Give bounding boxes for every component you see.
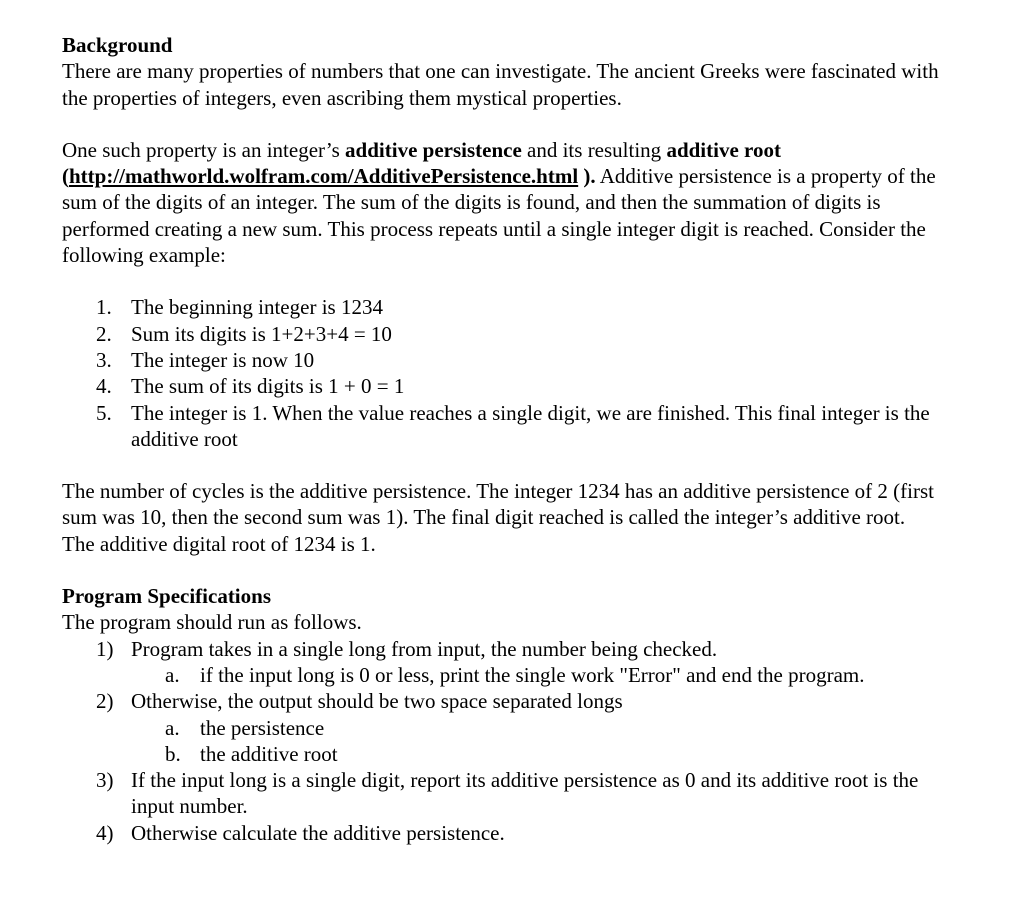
list-item: 3) If the input long is a single digit, report its additive persistence as 0 and its additive root is the input number. xyxy=(96,768,919,819)
specs-intro: The program should run as follows. xyxy=(62,610,362,635)
list-item: 4) Otherwise calculate the additive persistence. xyxy=(96,820,505,845)
list-item: 1) Program takes in a single long from input, the number being checked. xyxy=(96,636,718,661)
background-para-1: There are many properties of numbers that one can investigate. The ancient Greeks were fascinated with the properties of integers, even ascribing them mystical properties. xyxy=(62,59,939,110)
document-page xyxy=(62,32,942,846)
list-item: 2. Sum its digits is 1+2+3+4 = 10 xyxy=(96,321,392,346)
specs-sublist xyxy=(62,662,942,688)
list-item: 2) Otherwise, the output should be two space separated longs xyxy=(96,689,623,714)
list-item: 1. The beginning integer is 1234 xyxy=(96,295,383,320)
list-item: 5. The integer is 1. When the value reaches a single digit, we are finished. This final integer is the additive root xyxy=(96,400,930,451)
specs-list xyxy=(62,688,942,714)
list-item: a. if the input long is 0 or less, print the single work "Error" and end the program. xyxy=(165,662,865,687)
specs-heading: Program Specifications xyxy=(62,584,271,609)
list-item: a. the persistence xyxy=(165,715,325,740)
list-item: 4. The sum of its digits is 1 + 0 = 1 xyxy=(96,374,405,399)
term-additive-persistence: additive persistence xyxy=(345,137,522,162)
specs-sublist xyxy=(62,715,942,768)
specs-list xyxy=(62,767,942,846)
list-item: b. the additive root xyxy=(165,741,338,766)
specs-list xyxy=(62,636,942,662)
background-para-2: One such property is an integer’s additive persistence and its resulting additive root (http://mathworld.wolfram.com/AdditivePersistence.html ). Additive persistence is a property of the sum of the digits of an integer. The sum of the digits is found, and then the summation of digits is performed creating a new sum. This process repeats until a single integer digit is reached. Consider the following example: xyxy=(62,137,936,268)
background-para-3: The number of cycles is the additive persistence. The integer 1234 has an additive persistence of 2 (first sum was 10, then the second sum was 1). The final digit reached is called the integer’s additive root. The additive digital root of 1234 is 1. xyxy=(62,479,934,556)
list-item: 3. The integer is now 10 xyxy=(96,347,315,372)
background-heading: Background xyxy=(62,33,173,57)
term-additive-root: additive root xyxy=(666,137,781,162)
mathworld-link[interactable]: http://mathworld.wolfram.com/AdditivePersistence.html xyxy=(69,164,579,189)
example-steps-list xyxy=(62,294,942,452)
